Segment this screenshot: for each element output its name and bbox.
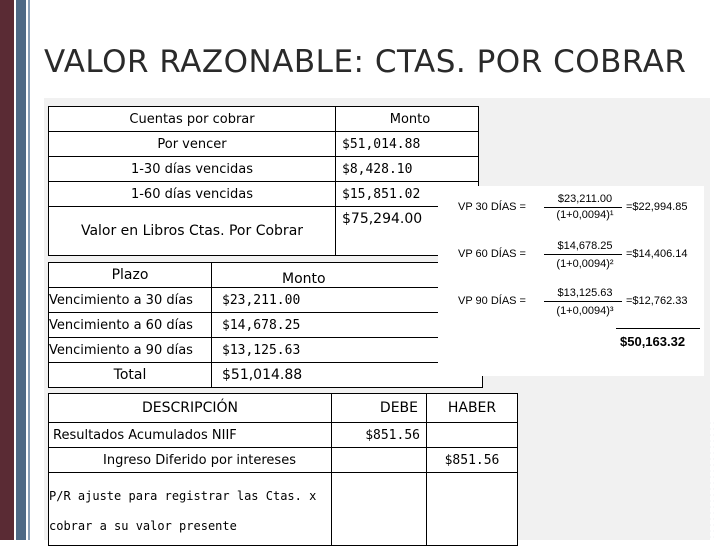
- calc-label: VP 90 DÍAS =: [458, 295, 526, 307]
- left-accent-bar: [0, 0, 14, 540]
- table-cell: $75,294.00: [336, 207, 479, 256]
- left-accent-bar-blue: [16, 0, 26, 540]
- accounts-receivable-table: [48, 106, 479, 256]
- table-cell: $851.56: [427, 448, 518, 473]
- table-cell: Ingreso Diferido por intereses: [49, 448, 332, 473]
- table-cell: Valor en Libros Ctas. Por Cobrar: [49, 207, 336, 256]
- column-header: Plazo: [49, 263, 212, 288]
- table-header-row: [49, 107, 479, 132]
- calc-result: =$14,406.14: [626, 248, 688, 260]
- table-cell: $851.56: [332, 423, 427, 448]
- table-cell: [427, 473, 518, 546]
- fraction-line: [544, 207, 622, 208]
- note-line: cobrar a su valor presente: [49, 519, 237, 533]
- table-row: [49, 313, 483, 338]
- table-cell: Por vencer: [49, 132, 336, 157]
- calc-label: VP 30 DÍAS =: [458, 201, 526, 213]
- table-cell: [49, 473, 332, 546]
- table-row-book-value: [49, 207, 479, 256]
- calc-result: =$22,994.85: [626, 201, 688, 213]
- table-row: [49, 157, 479, 182]
- column-header: Cuentas por cobrar: [49, 107, 336, 132]
- table-row: [49, 338, 483, 363]
- column-header: DESCRIPCIÓN: [49, 394, 332, 423]
- present-value-calculation: [438, 186, 704, 376]
- table-cell: Resultados Acumulados NIIF: [49, 423, 332, 448]
- table-header-row: [49, 394, 518, 423]
- column-header: HABER: [427, 394, 518, 423]
- calc-numerator: $23,211.00: [557, 193, 613, 205]
- calc-total: $50,163.32: [620, 334, 686, 349]
- table-cell: $14,678.25: [212, 313, 483, 338]
- calc-numerator: $13,125.63: [557, 287, 613, 299]
- column-header: Monto: [336, 107, 479, 132]
- table-cell: $13,125.63: [212, 338, 483, 363]
- table-cell: [427, 423, 518, 448]
- fraction-line: [544, 254, 622, 255]
- table-cell: $23,211.00: [212, 288, 483, 313]
- table-row: [49, 182, 479, 207]
- table-cell: Total: [49, 363, 212, 388]
- calc-result: =$12,762.33: [626, 295, 688, 307]
- table-cell: [332, 473, 427, 546]
- table-header-row: [49, 263, 483, 288]
- slide-title: VALOR RAZONABLE: CTAS. POR COBRAR: [44, 44, 687, 80]
- maturity-table: [48, 262, 483, 388]
- calc-numerator: $14,678.25: [557, 240, 613, 252]
- total-line: [616, 328, 700, 329]
- table-row: [49, 448, 518, 473]
- table-row-note: [49, 473, 518, 546]
- table-row: [49, 423, 518, 448]
- calc-denominator: (1+0,0094)³: [556, 305, 614, 317]
- table-cell: $8,428.10: [336, 157, 479, 182]
- note-line: P/R ajuste para registrar las Ctas. x: [49, 489, 317, 503]
- calc-denominator: (1+0,0094)²: [556, 258, 614, 270]
- table-row-total: [49, 363, 483, 388]
- table-cell: $51,014.88: [336, 132, 479, 157]
- table-row: [49, 288, 483, 313]
- table-cell: $51,014.88: [212, 363, 483, 388]
- table-cell: 1-60 días vencidas: [49, 182, 336, 207]
- table-cell: Vencimiento a 60 días: [49, 313, 212, 338]
- column-header: DEBE: [332, 394, 427, 423]
- left-accent-line: [28, 0, 30, 540]
- column-header: Monto: [212, 263, 483, 288]
- table-cell: Vencimiento a 30 días: [49, 288, 212, 313]
- calc-label: VP 60 DÍAS =: [458, 248, 526, 260]
- fraction-line: [544, 301, 622, 302]
- calc-denominator: (1+0,0094)¹: [556, 209, 614, 221]
- table-cell: $15,851.02: [336, 182, 479, 207]
- table-cell: Vencimiento a 90 días: [49, 338, 212, 363]
- table-row: [49, 132, 479, 157]
- table-cell: [332, 448, 427, 473]
- table-cell: 1-30 días vencidas: [49, 157, 336, 182]
- journal-entry-table: [48, 393, 518, 546]
